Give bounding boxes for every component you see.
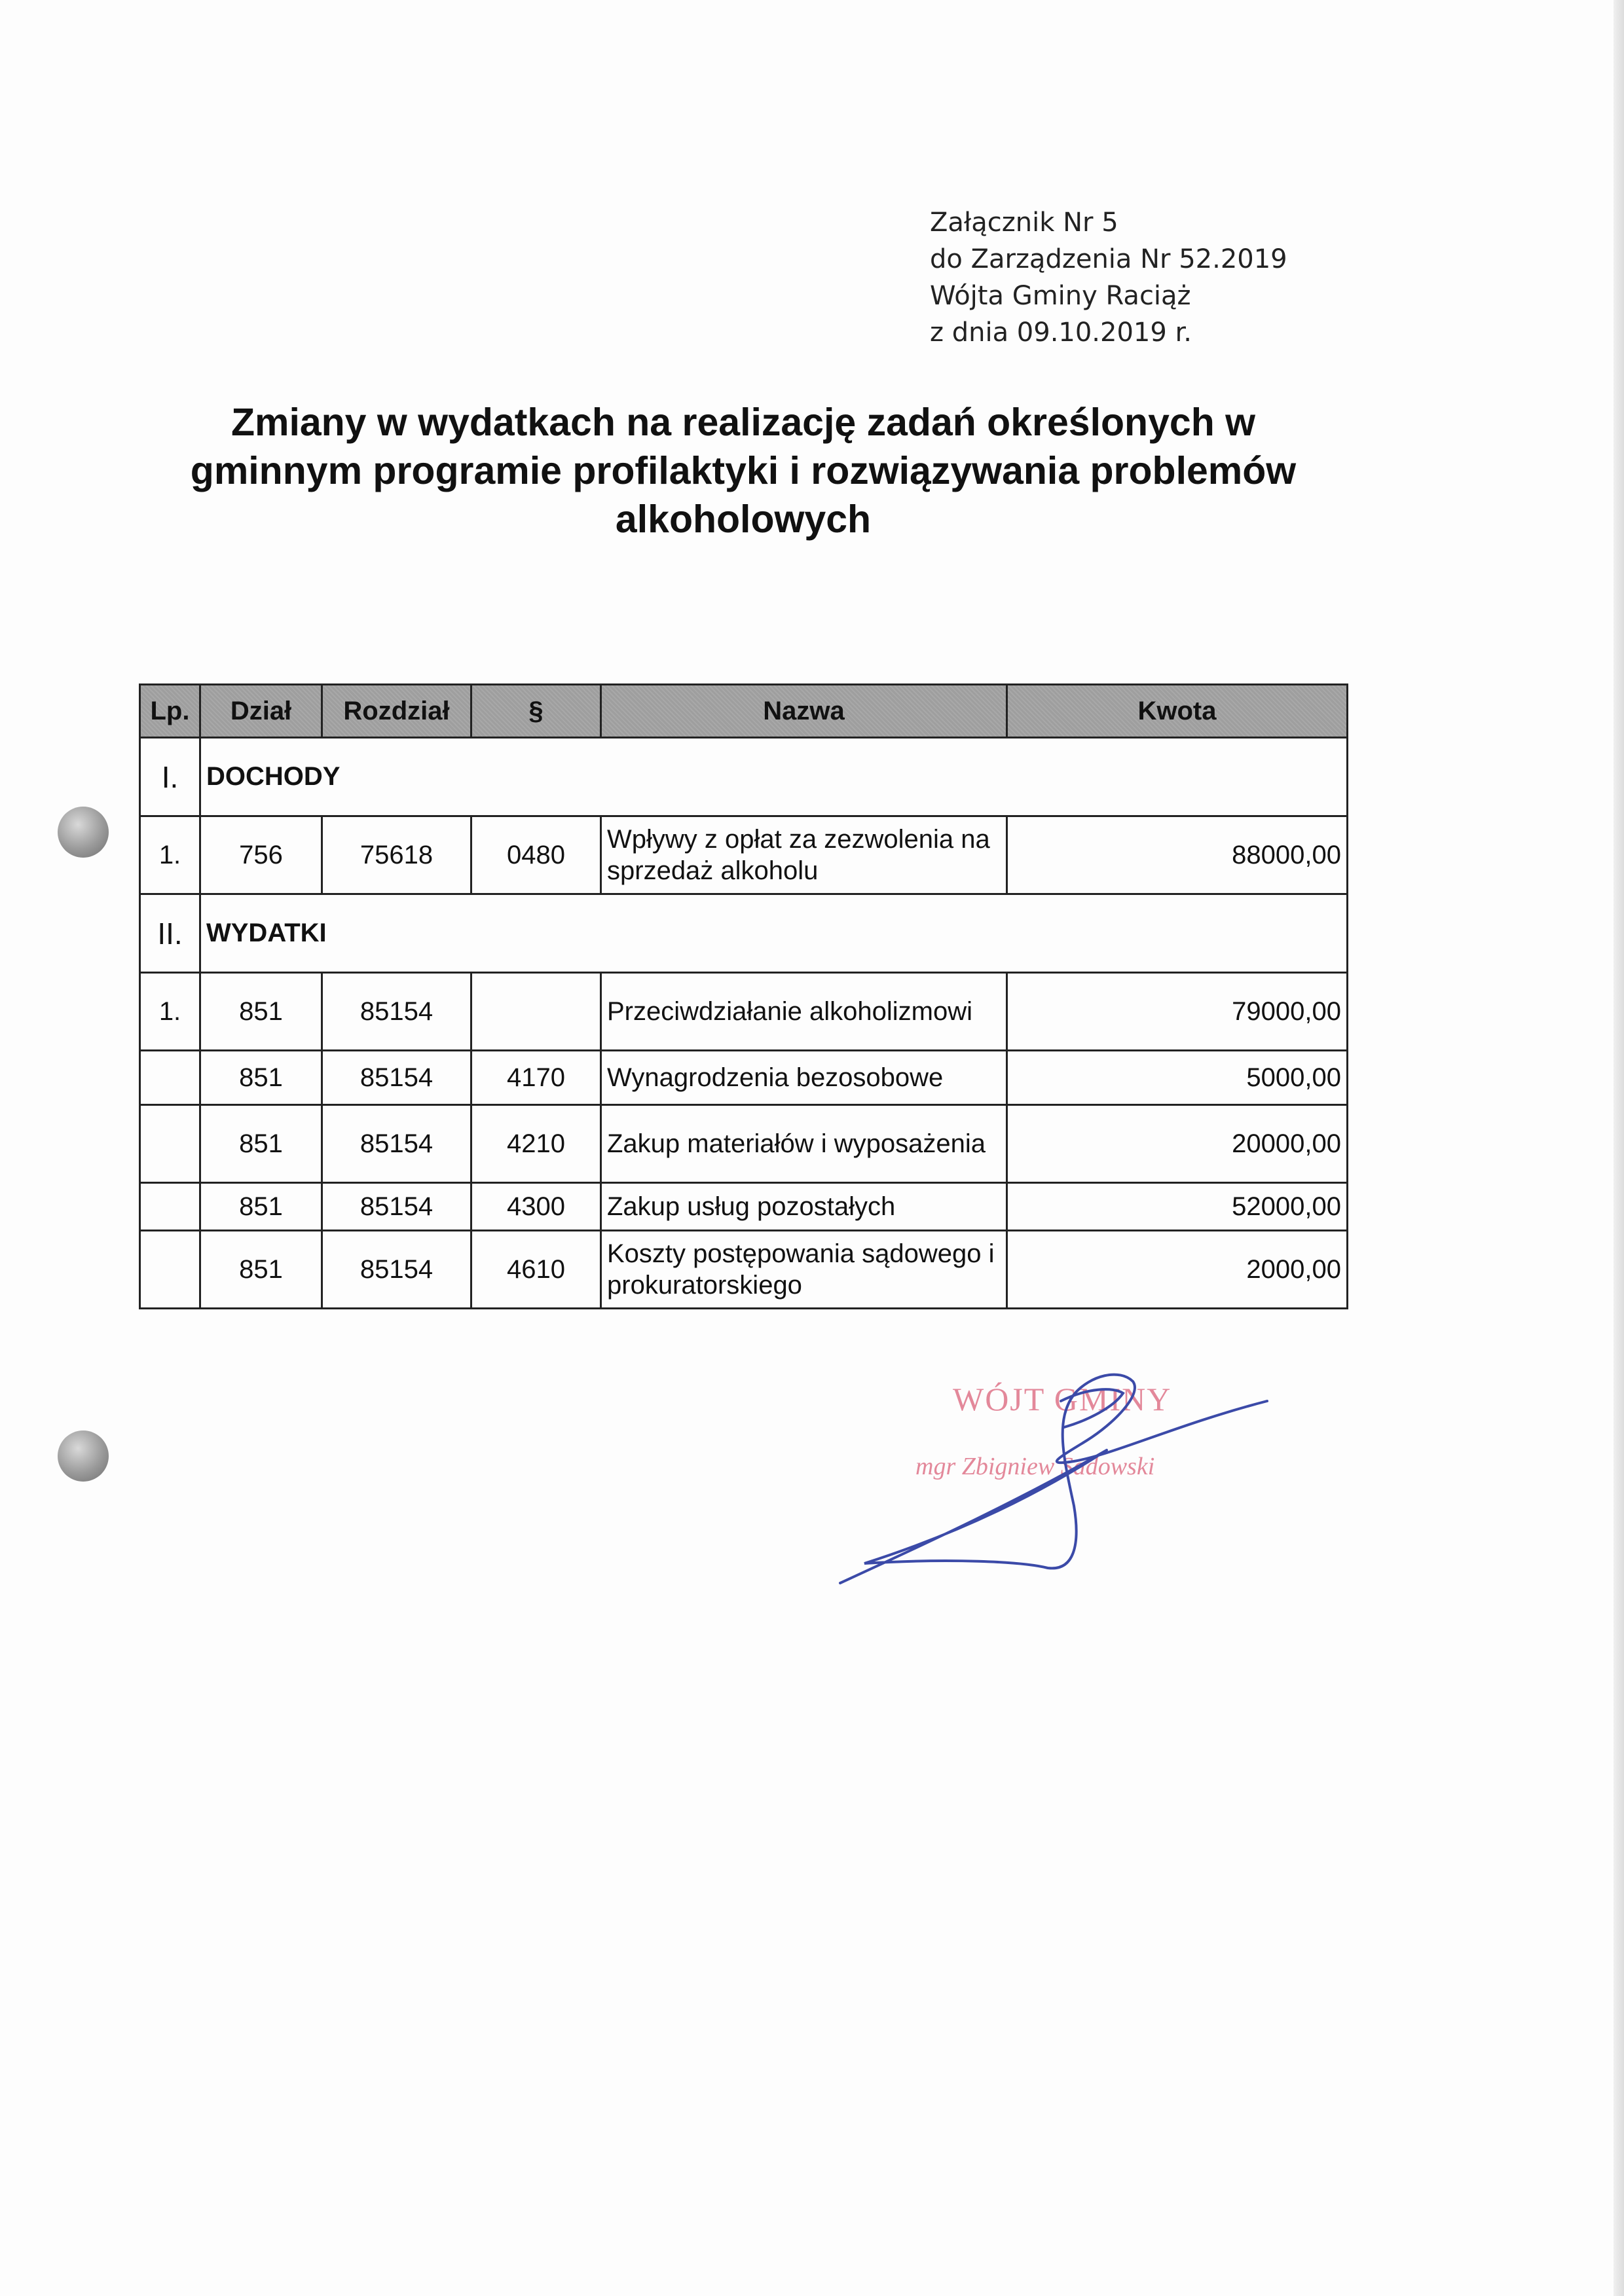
cell-nazwa: Zakup materiałów i wyposażenia <box>601 1105 1007 1183</box>
header-paragraph: § <box>471 685 601 738</box>
stamp-name: mgr Zbigniew Sadowski <box>915 1453 1155 1480</box>
section-name: DOCHODY <box>200 738 1348 816</box>
annex-date: z dnia 09.10.2019 r. <box>930 318 1192 348</box>
budget-table <box>139 683 1348 1309</box>
cell-rozdzial: 85154 <box>322 1051 471 1105</box>
cell-paragraph: 4610 <box>471 1231 601 1309</box>
title-line-2: gminnym programie profilaktyki i rozwiązywania problemów <box>190 449 1297 492</box>
annex-ordinance: do Zarządzenia Nr 52.2019 <box>930 244 1287 274</box>
stamp-office: WÓJT GMINY <box>953 1381 1172 1417</box>
table-row <box>140 1183 1348 1231</box>
cell-nazwa: Przeciwdziałanie alkoholizmowi <box>601 973 1007 1051</box>
header-nazwa: Nazwa <box>601 685 1007 738</box>
cell-kwota: 52000,00 <box>1007 1183 1348 1231</box>
cell-rozdzial: 85154 <box>322 1183 471 1231</box>
cell-dzial: 851 <box>200 1183 322 1231</box>
table-row <box>140 973 1348 1051</box>
cell-paragraph: 4170 <box>471 1051 601 1105</box>
section-number: I. <box>140 738 200 816</box>
cell-kwota: 2000,00 <box>1007 1231 1348 1309</box>
section-name: WYDATKI <box>200 894 1348 973</box>
cell-dzial: 851 <box>200 1105 322 1183</box>
header-lp: Lp. <box>140 685 200 738</box>
cell-paragraph: 0480 <box>471 816 601 894</box>
cell-rozdzial: 85154 <box>322 1105 471 1183</box>
cell-kwota: 79000,00 <box>1007 973 1348 1051</box>
cell-dzial: 851 <box>200 973 322 1051</box>
annex-issuer: Wójta Gminy Raciąż <box>930 281 1191 311</box>
document-title <box>151 398 1336 543</box>
annex-header <box>930 204 1388 351</box>
section-number: II. <box>140 894 200 973</box>
table-row <box>140 816 1348 894</box>
section-row-wydatki <box>140 894 1348 973</box>
cell-paragraph <box>471 973 601 1051</box>
cell-nazwa: Wpływy z opłat za zezwolenia na sprzedaż alkoholu <box>601 816 1007 894</box>
cell-dzial: 756 <box>200 816 322 894</box>
cell-dzial: 851 <box>200 1231 322 1309</box>
cell-lp <box>140 1051 200 1105</box>
punch-hole <box>58 1430 109 1482</box>
cell-paragraph: 4300 <box>471 1183 601 1231</box>
table-header-row <box>140 685 1348 738</box>
cell-rozdzial: 85154 <box>322 1231 471 1309</box>
title-line-1: Zmiany w wydatkach na realizację zadań określonych w <box>231 401 1256 444</box>
cell-rozdzial: 85154 <box>322 973 471 1051</box>
cell-kwota: 20000,00 <box>1007 1105 1348 1183</box>
cell-lp <box>140 1105 200 1183</box>
header-kwota: Kwota <box>1007 685 1348 738</box>
cell-rozdzial: 75618 <box>322 816 471 894</box>
section-row-dochody <box>140 738 1348 816</box>
cell-nazwa: Koszty postępowania sądowego i prokuratorskiego <box>601 1231 1007 1309</box>
annex-number: Załącznik Nr 5 <box>930 208 1118 238</box>
table-row <box>140 1051 1348 1105</box>
cell-lp <box>140 1231 200 1309</box>
table-row <box>140 1231 1348 1309</box>
cell-dzial: 851 <box>200 1051 322 1105</box>
header-dzial: Dział <box>200 685 322 738</box>
punch-hole <box>58 807 109 858</box>
cell-lp: 1. <box>140 816 200 894</box>
cell-paragraph: 4210 <box>471 1105 601 1183</box>
page-edge-shadow <box>1614 0 1624 2296</box>
cell-lp <box>140 1183 200 1231</box>
header-rozdzial: Rozdział <box>322 685 471 738</box>
cell-nazwa: Wynagrodzenia bezosobowe <box>601 1051 1007 1105</box>
title-line-3: alkoholowych <box>615 498 872 541</box>
table-row <box>140 1105 1348 1183</box>
cell-kwota: 5000,00 <box>1007 1051 1348 1105</box>
cell-kwota: 88000,00 <box>1007 816 1348 894</box>
cell-nazwa: Zakup usług pozostałych <box>601 1183 1007 1231</box>
cell-lp: 1. <box>140 973 200 1051</box>
